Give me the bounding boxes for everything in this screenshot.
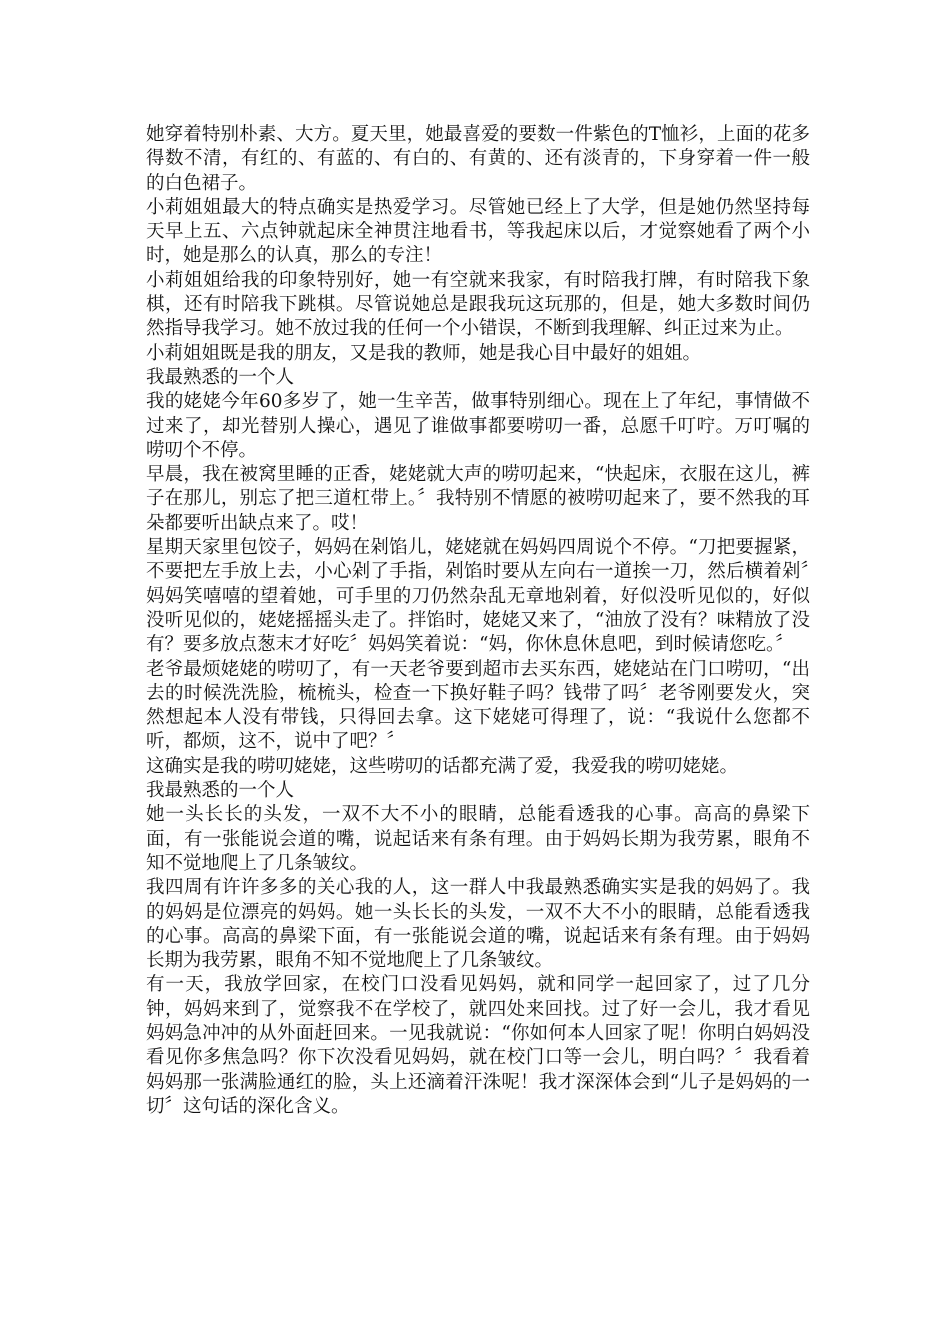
paragraph-8: 老爷最烦姥姥的唠叨了，有一天老爷要到超市去买东西，姥姥站在门口唠叨，“出去的时候洗洗脸，梳梳头，检查一下换好鞋子吗？钱带了吗〞老爷刚要发火，突然想起本人没有带钱，只得回去拿。这下姥姥可得理了，说：“我说什么您都不听，都烦，这不，说中了吧？〞 — [146, 658, 810, 753]
paragraph-6: 早晨，我在被窝里睡的正香，姥姥就大声的唠叨起来，“快起床，衣服在这儿，裤子在那儿，别忘了把三道杠带上。〞我特别不情愿的被唠叨起来了，要不然我的耳朵都要听出缺点来了。哎！ — [146, 464, 810, 534]
paragraph-11: 我四周有许许多多的关心我的人，这一群人中我最熟悉确实实是我的妈妈了。我的妈妈是位漂亮的妈妈。她一头长长的头发，一双不大不小的眼睛，总能看透我的心事。高高的鼻梁下面，有一张能说会道的嘴，说起话来有条有理。由于妈妈长期为我劳累，眼角不知不觉地爬上了几条皱纹。 — [146, 877, 810, 972]
paragraph-12: 有一天，我放学回家，在校门口没看见妈妈，就和同学一起回家了，过了几分钟，妈妈来到了，觉察我不在学校了，就四处来回找。过了好一会儿，我才看见妈妈急冲冲的从外面赶回来。一见我就说：“你如何本人回家了呢！你明白妈妈没看见你多焦急吗？你下次没看见妈妈，就在校门口等一会儿，明白吗？〞我看着妈妈那一张满脸通红的脸，头上还滴着汗洙呢！我才深深体会到“儿子是妈妈的一切〞这句话的深化含义。 — [146, 974, 810, 1117]
document-page — [146, 123, 810, 1119]
paragraph-3: 小莉姐姐给我的印象特别好，她一有空就来我家，有时陪我打牌，有时陪我下象棋，还有时陪我下跳棋。尽管说她总是跟我玩这玩那的，但是，她大多数时间仍然指导我学习。她不放过我的任何一个小错误，不断到我理解、纠正过来为止。 — [146, 269, 810, 340]
paragraph-9: 这确实是我的唠叨姥姥，这些唠叨的话都充满了爱，我爱我的唠叨姥姥。 — [146, 755, 739, 777]
section-heading-2: 我最熟悉的一个人 — [146, 780, 295, 802]
paragraph-1: 她穿着特别朴素、大方。夏天里，她最喜爱的要数一件紫色的T恤衫，上面的花多得数不清，有红的、有蓝的、有白的、有黄的、还有淡青的，下身穿着一件一般的白色裙子。 — [146, 124, 810, 194]
paragraph-5: 我的姥姥今年60多岁了，她一生辛苦，做事特别细心。现在上了年纪，事情做不过来了，却光替别人操心，遇见了谁做事都要唠叨一番，总愿千叮咛。万叮嘱的唠叨个不停。 — [146, 391, 810, 461]
paragraph-7: 星期天家里包饺子，妈妈在剁馅儿，姥姥就在妈妈四周说个不停。“刀把要握紧，不要把左手放上去，小心剁了手指，剁馅时要从左向右一道挨一刀，然后横着剁〞妈妈笑嘻嘻的望着她，可手里的刀仍然杂乱无章地剁着，好似没听见似的，好似没听见似的，姥姥摇摇头走了。拌馅时，姥姥又来了，“油放了没有？味精放了没有？要多放点葱末才好吃〞妈妈笑着说：“妈，你休息休息吧，到时候请您吃。〞 — [146, 537, 810, 656]
paragraph-2: 小莉姐姐最大的特点确实是热爱学习。尽管她已经上了大学，但是她仍然坚持每天早上五、六点钟就起床全神贯注地看书，等我起床以后，才觉察她看了两个小时，她是那么的认真，那么的专注！ — [146, 196, 810, 267]
paragraph-10: 她一头长长的头发，一双不大不小的眼睛，总能看透我的心事。高高的鼻梁下面，有一张能说会道的嘴，说起话来有条有理。由于妈妈长期为我劳累，眼角不知不觉地爬上了几条皱纹。 — [146, 804, 810, 874]
section-heading-1: 我最熟悉的一个人 — [146, 366, 295, 388]
paragraph-4: 小莉姐姐既是我的朋友，又是我的教师，她是我心目中最好的姐姐。 — [146, 342, 702, 364]
